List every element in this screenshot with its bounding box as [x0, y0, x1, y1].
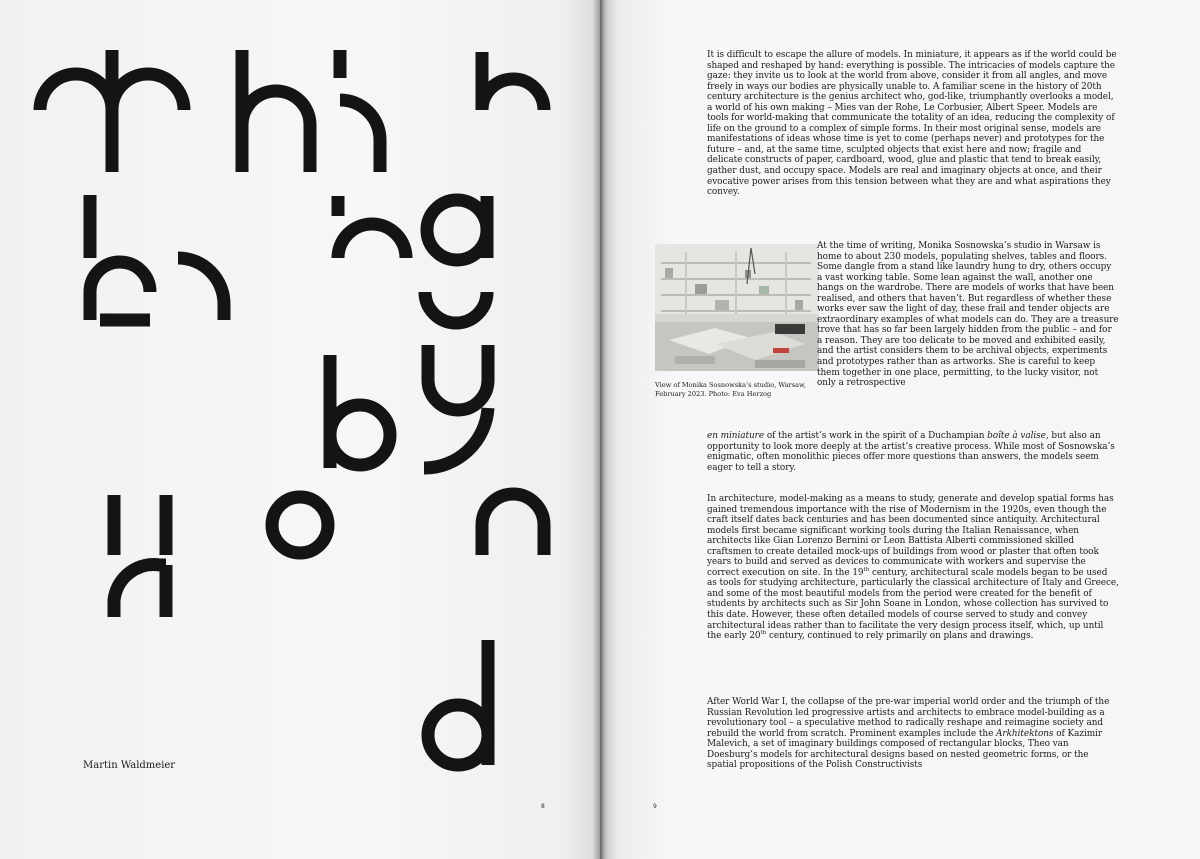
paragraph-3-span-b: century, architectural scale models began to be used as tools for studying architecture, particularly the classical architecture of Italy and Greece, and some of the most beautiful models from the period were created for the benefit of students by architects such as Sir John Soane in London, whose collection has survived to this date. However, these often detailed models of course served to study and convey architectural ideas rather than to facilitate the very design process itself, which, up until the early 20: [707, 567, 1119, 642]
paragraph-2-text-a: At the time of writing, Monika Sosnowska’s studio in Warsaw is home to about 230 models, populating shelves, tables and floors. Some dangle from a stand like laundry hung to dry, others occupy a vast working table. Some lean against the wall, another one hangs on the wardrobe. There are models of works that have been realised, and others that haven’t. But regardless of whether these works ever saw the light of day, these frail and tender objects are extraordinary examples of what models can do. They are a treasure trove that has so far been largely hidden from the public – and for a reason. They are too delicate to be moved and exhibited easily, and the artist considers them to be archival objects, experiments and prototypes rather than as artworks. She is careful to keep them together in one place, permitting, to the lucky visitor, not only a retrospective: [817, 241, 1119, 389]
glyph-y: [424, 345, 488, 468]
paragraph-4-span-a: After World War I, the collapse of the pre-war imperial world order and the triumph of the Russian Revolution led progressive artists and architects to embrace model-building as a revolutionary tool – a speculative method to radically reshape and reimagine society and rebuild the world from scratch. Prominent examples include the: [707, 697, 1110, 739]
paragraph-4: [707, 697, 1119, 771]
paragraph-1: [707, 50, 1119, 198]
page-number-left: 8: [541, 803, 545, 810]
glyph-k: [90, 195, 150, 320]
glyph-h: [242, 50, 310, 172]
glyph-g: [425, 196, 487, 323]
glyph-a: [272, 497, 328, 553]
superscript-th-2: th: [760, 630, 767, 637]
glyph-n-top: [482, 52, 544, 110]
paragraph-2-span-b: of the artist’s work in the spirit of a Duchampian: [764, 431, 988, 441]
glyph-n-second: [338, 196, 406, 258]
paragraph-4-text: [707, 697, 1119, 771]
figure-caption: View of Monika Sosnowska’s studio, Warsaw, February 2023. Photo: Eva Herzog: [655, 381, 806, 398]
paragraph-3-text: [707, 494, 1119, 642]
paragraph-2-continued: [707, 431, 1119, 473]
superscript-th-1: th: [863, 566, 870, 573]
paragraph-3-span-a: In architecture, model-making as a means to study, generate and develop spatial forms has gained tremendous importance with the rise of Modernism in the 1920s, even though the craft itself dates back centuries and has been documented since antiquity. Architectural models first became significant working tools during the Italian Renaissance, when architects like Gian Lorenzo Bernini or Leon Battista Alberti commissioned skilled craftsmen to create detailed mock-ups of buildings from wood or plaster that often took years to build and served as devices to communicate with workers and supervise the correct execution on site. In the 19: [707, 494, 1114, 578]
glyph-i-upper: [340, 50, 380, 172]
glyph-d: [428, 640, 488, 765]
studio-photo-image: [655, 244, 819, 371]
paragraph-4-span-b: of Kazimir Malevich, a set of imaginary buildings composed of rectangular blocks, Theo van Doesburg’s models for architectural designs based on nested geometric forms, or the spatial propositions of the Polish Constructivists: [707, 728, 1103, 771]
glyph-T: [40, 50, 184, 172]
italic-en-miniature: en miniature: [707, 431, 765, 441]
glyph-H: [114, 495, 166, 617]
paragraph-1-text: It is difficult to escape the allure of models. In miniature, it appears as if the world could be shaped and reshaped by hand: everything is possible. The intricacies of models capture the gaze: they invite us to look at the world from above, consider it from all angles, and move freely in ways our bodies are physically unable to. A familiar scene in the history of 20th century architecture is the genius architect who, god-like, triumphantly overlooks a model, a world of his own making – Mies van der Rohe, Le Corbusier, Albert Speer. Models are tools for world-making that communicate the totality of an idea, reducing the complexity of life on the ground to a complex of simple forms. In their most original sense, models are manifestations of ideas whose time is yet to come (perhaps never) and prototypes for the future – and, at the same time, sculpted objects that exist here and now; fragile and delicate constructs of paper, cardboard, wood, glue and plastic that tend to break easily, gather dust, and occupy space. Models are real and imaginary objects at once, and their evocative power arises from this tension between what they are and what aspirations they convey.: [707, 50, 1117, 198]
book-gutter: [592, 0, 608, 859]
glyph-i-second: [178, 258, 224, 320]
paragraph-2-span-c: , but also an opportunity to look more deeply at the artist’s creative process. While most of Sosnowska’s enigmatic, often monolithic pieces offer more questions than answers, the models seem eager to tell a story.: [707, 431, 1115, 473]
paragraph-2-text-b: [707, 431, 1119, 473]
glyph-n-third: [482, 494, 544, 555]
paragraph-3: [707, 494, 1119, 642]
studio-photo: [655, 244, 819, 371]
paragraph-2-wrap: [817, 241, 1119, 389]
paragraph-3-span-c: century, continued to rely primarily on plans and drawings.: [766, 631, 1034, 642]
author-name: Martin Waldmeier: [83, 760, 176, 771]
page-number-right: 9: [653, 803, 657, 810]
italic-arkhitektons: Arkhitektons: [996, 728, 1054, 739]
glyph-b: [330, 355, 390, 468]
italic-boite-a-valise: boîte à valise: [987, 431, 1046, 441]
